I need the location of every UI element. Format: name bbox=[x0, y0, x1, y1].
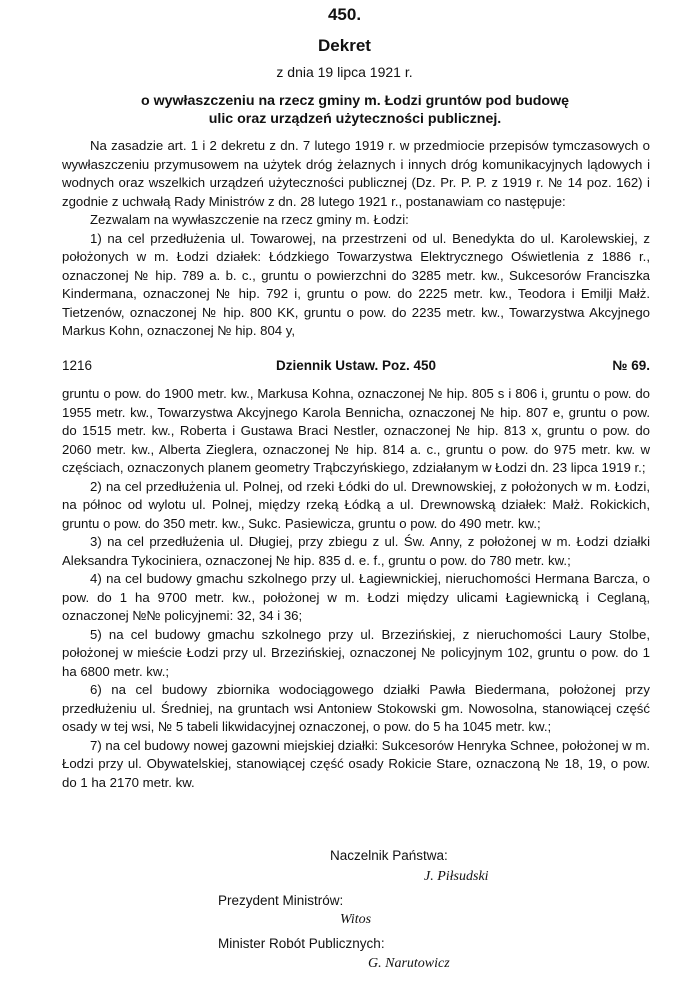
subject-line-1: o wywłaszczeniu na rzecz gminy m. Łodzi gruntów pod budowę bbox=[140, 93, 570, 109]
page-footer bbox=[62, 358, 650, 378]
decree-number: 450. bbox=[327, 5, 362, 24]
item-3: 3) na cel przedłużenia ul. Długiej, przy zbiegu z ul. Św. Anny, z położonej w m. Łodzi działki Aleksandra Tykociniera, oznaczonej № hip. 835 d. e. f., gruntu o pow. do 780 metr. kw.; bbox=[62, 534, 650, 568]
item-1-part-1: 1) na cel przedłużenia ul. Towarowej, na przestrzeni od ul. Benedykta do ul. Karolewskiej, z położonych w m. Łodzi działek: Łódzkiego Towarzystwa Elektrycznego Oświetlenia z 1886 r., oznaczonej № hip. 789 a. b. c., gruntu o powierzchni do 3285 metr. kw., Sukcesorów Franciszka Kindermana, oznaczonej № hip. 792 i, gruntu o pow. do 2225 metr. kw., Teodora i Emilji Małż. Tietzenów, oznaczonej № hip. 800 KK, gruntu o pow. do 2235 metr. kw., Towarzystwa Akcyjnego Markus Kohn, oznaczonej № hip. 804 y, bbox=[62, 230, 650, 338]
text-block-top bbox=[62, 137, 650, 341]
journal-title: Dziennik Ustaw. Poz. 450 bbox=[275, 358, 437, 373]
signature-role-head-of-state: Naczelnik Państwa: bbox=[330, 848, 448, 863]
item-5: 5) na cel budowy gmachu szkolnego przy ul. Brzezińskiej, z nieruchomości Laury Stolbe, położonej w mieście Łodzi przy ul. Brzezińskiej, oznaczonej № policyjnym 102, gruntu o pow. do 1 ha 6800 metr. kw.; bbox=[62, 626, 650, 679]
page-number: 1216 bbox=[62, 358, 93, 373]
issue-number: № 69. bbox=[612, 358, 650, 373]
intro-paragraph: Zezwalam na wywłaszczenie na rzecz gminy m. Łodzi: bbox=[90, 212, 409, 227]
signature-role-prime-minister: Prezydent Ministrów: bbox=[218, 893, 344, 908]
signature-name-pilsudski: J. Piłsudski bbox=[424, 869, 489, 884]
item-1-part-2: gruntu o pow. do 1900 metr. kw., Markusa Kohna, oznaczonej № hip. 805 s i 806 i, gruntu o pow. do 1955 metr. kw., Towarzystwa Akcyjnego Karola Bennicha, oznaczonej № hip. 807 e, gruntu o pow. do 1515 metr. kw., Roberta i Gustawa Braci Nestler, oznaczonej № hip. 813 x, gruntu o pow. do 2060 metr. kw., Alberta Zieglera, oznaczonej № hip. 814 a. c., gruntu o pow. do 975 metr. kw. w częściach, oznaczonych planem geometry Trąbczyńskiego, zdziałanym w Łodzi dn. 23 lipca 1919 r.; bbox=[62, 386, 650, 475]
signature-role-public-works-minister: Minister Robót Publicznych: bbox=[218, 936, 385, 951]
subject-line-2: ulic oraz urządzeń użyteczności publicznej. bbox=[208, 111, 502, 127]
item-6: 6) na cel budowy zbiornika wodociągowego działki Pawła Biedermana, położonej przy przedłużeniu ul. Średniej, na gruntach wsi Antoniew Stokowski gm. Nowosolna, stanowiącej część osady w tej wsi, № 5 tabeli likwidacyjnej oznaczonej, o pow. do 5 ha 1045 metr. kw.; bbox=[62, 682, 650, 734]
decree-subject bbox=[60, 92, 650, 128]
item-2: 2) na cel przedłużenia ul. Polnej, od rzeki Łódki do ul. Drewnowskiej, z położonych w m. Łodzi, na północ od wylotu ul. Polnej, między rzeką Łódką a ul. Drewnowską działek: Małż. Rokickich, gruntu o pow. do 350 metr. kw., Sukc. Pasiewicza, gruntu o pow. do 490 metr. kw.; bbox=[62, 478, 650, 531]
preamble-paragraph: Na zasadzie art. 1 i 2 dekretu z dn. 7 lutego 1919 r. w przedmiocie przepisów tymczasowych o wywłaszczeniu przymusowem na użytek dróg żelaznych i innych dróg komunikacyjnych lądowych i wodnych oraz wszelkich urządzeń użyteczności publicznej (Dz. Pr. P. P. z 1919 r. № 14 poz. 162) i zgodnie z uchwałą Rady Ministrów z dn. 28 lutego 1921 r., postanawiam co następuje: bbox=[62, 138, 650, 209]
text-block-bottom bbox=[62, 385, 650, 792]
item-4: 4) na cel budowy gmachu szkolnego przy ul. Łagiewnickiej, nieruchomości Hermana Barcza, o pow. do 1 ha 9700 metr. kw., położonej w m. Łodzi między ulicami Łagiewnicką i Ceglaną, oznaczonej №№ policyjnemi: 32, 34 i 36; bbox=[62, 571, 650, 623]
signature-name-witos: Witos bbox=[340, 912, 372, 927]
item-7: 7) na cel budowy nowej gazowni miejskiej działki: Sukcesorów Henryka Schnee, położonej w m. Łodzi przy ul. Obywatelskiej, stanowiącej część osady Rokicie Stare, oznaczoną № 18, 19, o pow. do 1 ha 2170 metr. kw. bbox=[62, 737, 651, 790]
decree-date: z dnia 19 lipca 1921 r. bbox=[276, 64, 413, 80]
decree-title: Dekret bbox=[318, 36, 371, 55]
signature-name-narutowicz: G. Narutowicz bbox=[368, 956, 450, 971]
